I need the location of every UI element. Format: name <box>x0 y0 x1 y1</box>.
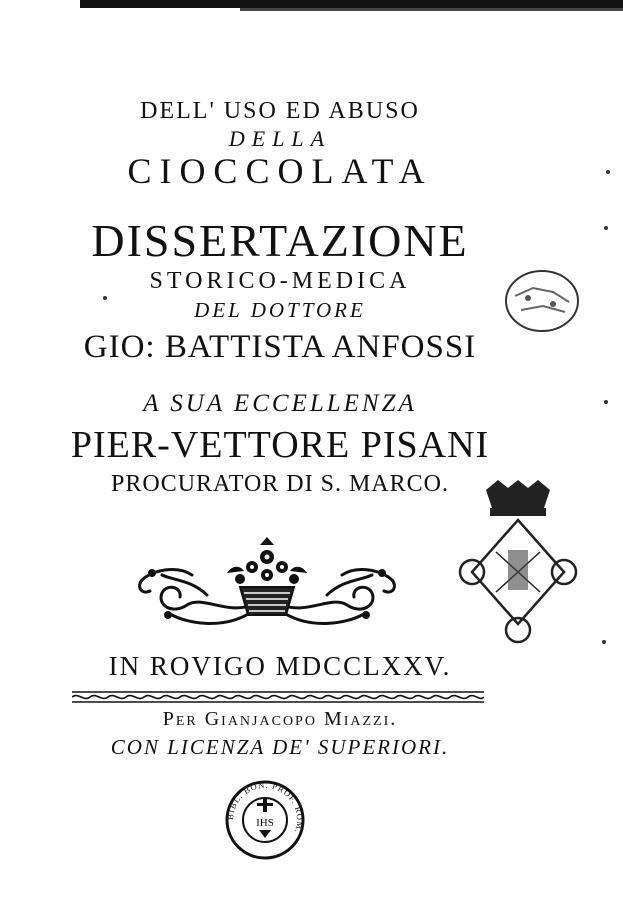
ihs-library-stamp <box>223 778 307 862</box>
imprint-place-date: IN ROVIGO MDCCLXXV. <box>108 651 452 681</box>
top-edge-shadow <box>80 0 623 8</box>
author-prefix: DEL DOTTORE <box>194 298 366 322</box>
printer-name: Per Gianjacopo Miazzi. <box>162 708 398 730</box>
ink-speck <box>604 400 608 404</box>
title-line-1: DELL' USO ED ABUSO <box>140 98 420 124</box>
subtitle-dissertazione: DISSERTAZIONE <box>91 215 469 266</box>
top-edge-shadow-secondary <box>240 8 623 11</box>
title-line-2: DELLA <box>228 126 332 151</box>
decorative-rule <box>72 690 484 704</box>
main-title: CIOCCOLATA <box>127 151 433 191</box>
faded-circular-stamp <box>503 268 581 334</box>
stamp-monogram: IHS <box>256 817 274 829</box>
basket-ornament <box>132 535 402 635</box>
ink-speck <box>602 640 606 644</box>
dedicatee-title: PROCURATOR DI S. MARCO. <box>111 471 449 497</box>
dedication-prefix: A SUA ECCELLENZA <box>143 390 417 417</box>
author-name: GIO: BATTISTA ANFOSSI <box>83 329 477 365</box>
ink-speck <box>604 226 608 230</box>
crowned-library-stamp <box>456 480 580 650</box>
dedicatee-name: PIER-VETTORE PISANI <box>70 424 490 466</box>
stamp-ring-text: BIBL. BON. PROF. ROM. <box>224 779 306 836</box>
subtitle-storico-medica: STORICO-MEDICA <box>149 268 411 294</box>
ink-speck <box>606 170 610 174</box>
ink-speck <box>103 296 107 300</box>
license-line: CON LICENZA DE' SUPERIORI. <box>110 735 450 759</box>
